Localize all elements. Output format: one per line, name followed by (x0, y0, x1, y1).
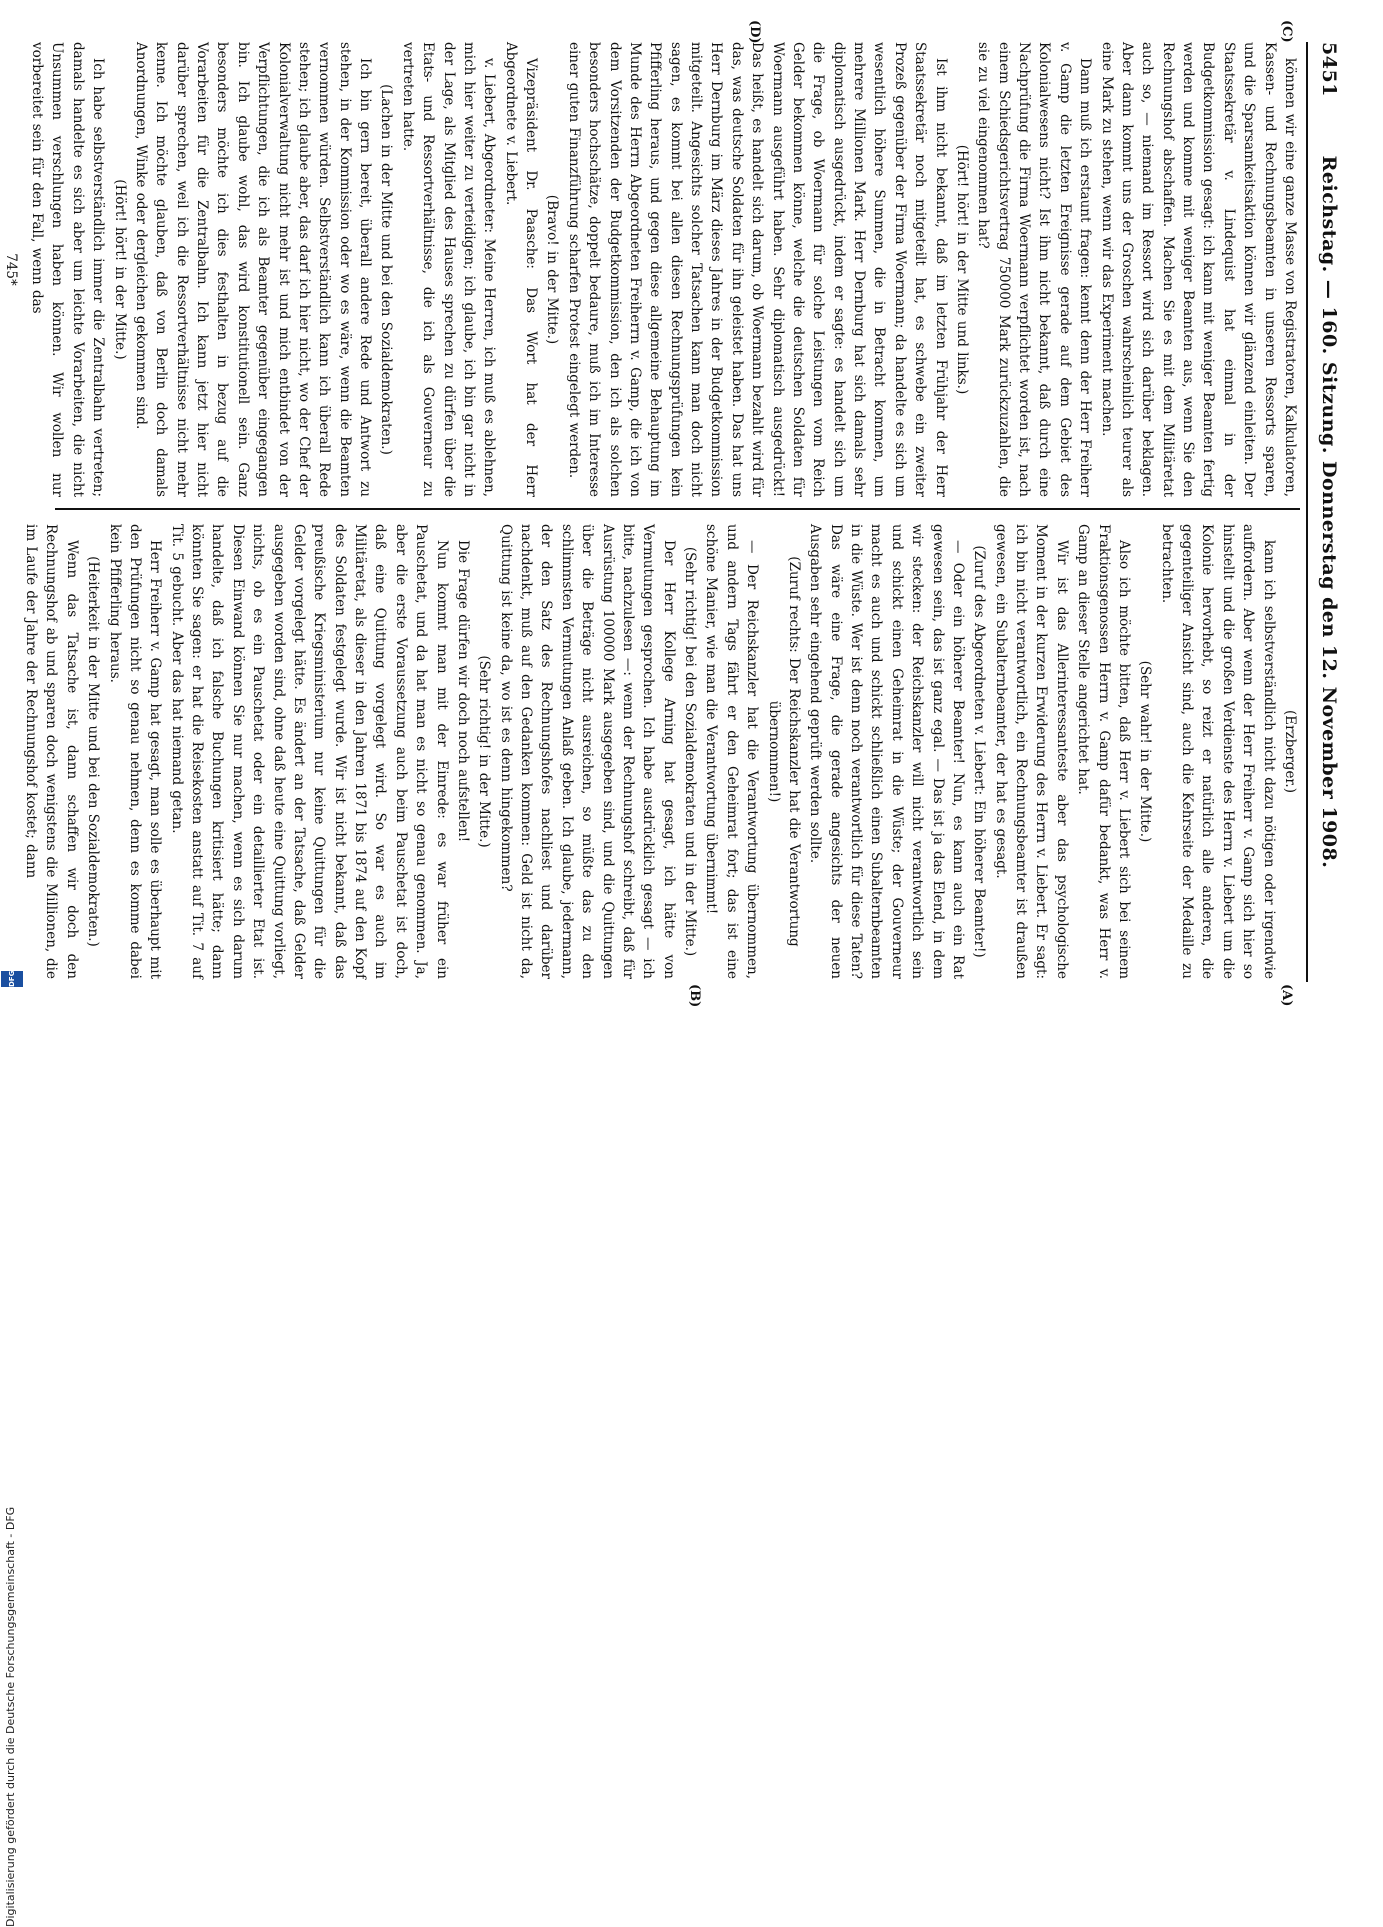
margin-mark-d: (D) (747, 20, 762, 44)
left-column (23, 524, 1300, 979)
paragraph: (Heiterkeit in der Mitte und bei den Sozialdemokraten.) (85, 556, 102, 947)
paragraph: (Zuruf rechts: Der Reichskanzler hat die Verantwortung übernommen!) (765, 556, 802, 947)
paragraph: v. Liebert, Abgeordneter: Meine Herren, ich muß es ablehnen, mich hier weiter zu verteidigen; ich glaube, ich bin gar nicht in der Lage, als Mitglied des Hauses sprechen zu dürfen über die Etats- und Ressortverhältnisse, die ich als Gouverneur zu vertreten hatte. (399, 42, 498, 497)
paragraph: Ich habe selbstverständlich immer die Zentralbahn vertreten; damals handelte es sich aber um leichte Vorarbeiten, die nicht Unsummen verschlungen haben können. Wir wollen nur vorbereitet sein für den Fall, wenn das (29, 42, 107, 497)
paragraph: Also ich möchte bitten, daß Herr v. Liebert sich bei seinem Fraktionsgenossen Herrn v. Gamp dafür bedankt, was Herr v. Gamp an dieser Stelle angerichtet hat. (1075, 524, 1132, 979)
paragraph: — Der Reichskanzler hat die Verantwortung übernommen, und andern Tags fährt er den Geheimrat fort; das ist eine schöne Manier, wie man die Verantwortung übernimmt! (703, 524, 761, 979)
paragraph: Vizepräsident Dr. Paasche: Das Wort hat der Herr Abgeordnete v. Liebert. (502, 42, 540, 497)
paragraph: Herr Freiherr v. Gamp hat gesagt, man solle es überhaupt mit den Prüfungen nicht so genau nehmen, denn es komme dabei kein Pfifferling heraus. (106, 524, 164, 979)
paragraph: Der Herr Kollege Arning hat gesagt, ich hätte von Vermutungen gesprochen. Ich habe ausdrücklich gesagt — ich bitte, nachzulesen —: wenn der Rechnungshof schreibt, daß für Ausrüstung 100000 Mark ausgegeben sind, und die Quittungen über die Beträge nicht ausreichen, so müßte das zu den schlimmsten Vermutungen Anlaß geben. Ich glaube, jedermann, der den Satz des Rechnungshofes nachliest und darüber nachdenkt, muß auf den Gedanken kommen: Geld ist nicht da, Quittung ist keine da, wo ist es denn hingekommen? (497, 524, 677, 979)
digitization-credit: Digitalisierung gefördert durch die Deutsche Forschungsgemeinschaft - DFG (4, 1506, 17, 1927)
paragraph: (Sehr wahr! in der Mitte.) (1137, 660, 1154, 843)
signature-mark: 745* (2, 253, 19, 286)
paragraph: (Hört! hört! in der Mitte und links.) (954, 144, 970, 395)
margin-mark-b: (B) (687, 984, 702, 1008)
paragraph: kann ich selbstverständlich nicht dazu nötigen oder irgendwie auffordern. Aber wenn der Herr Freiherr v. Gamp sich hier so hinstellt und die großen Verdienste des Herrn v. Liebert um die Kolonie hervorhebt, so reizt er natürlich alle anderen, die gegenteiliger Ansicht sind, auch die Kehrseite der Medaille zu betrachten. (1158, 524, 1277, 979)
paragraph: (Erzberger.) (1282, 710, 1298, 793)
column-divider (55, 508, 1300, 510)
page-title: Reichstag. — 160. Sitzung. Donnerstag den 12. November 1908. (1318, 155, 1340, 869)
paragraph: Wenn das Tatsache ist, dann schaffen wir doch den Rechnungshof ab und sparen doch wenigstens die Millionen, die im Laufe der Jahre der Rechnungshof kostet; dann (23, 524, 80, 979)
paragraph: (Sehr richtig! in der Mitte.) (476, 655, 493, 848)
paragraph: — Oder ein höherer Beamter! Nun, es kann auch ein Rat gewesen sein, das ist ganz egal. — Das ist ja das Elend, in dem wir stecken: der Reichskanzler will nicht verantwortlich sein und schickt einen Geheimrat in die Wüste; der Gouverneur macht es auch und schickt schließlich einen Subalternbeamten in die Wüste. Wer ist denn noch verantwortlich für diese Taten? Das wäre eine Frage, die gerade angesichts der neuen Ausgaben sehr eingehend geprüft werden sollte. (807, 524, 966, 979)
paragraph: Nun kommt man mit der Einrede: es war früher ein Pauschetat, und da hat man es nicht so genau genommen. Ja, aber die erste Voraussetzung auch beim Pauschetat ist doch, daß eine Quittung vorgelegt wird. So war es auch im Militäretat, als dieser in den Jahren 1871 bis 1874 auf den Kopf des Soldaten festgelegt wurde. Wir ist nicht bekannt, daß das preußische Kriegsministerium nur keine Quittungen für die Gelder vorgelegt hätte. Es ändert an der Tatsache, daß Gelder ausgegeben worden sind, ohne daß heute eine Quittung vorliegt, nichts, ob es ein Pauschetat oder ein detaillierter Etat ist. Diesen Einwand können Sie nur machen, wenn es sich darum handelte, daß ich falsche Buchungen kritisiert hätte; dann könnten Sie sagen: er hat die Reisekosten anstatt auf Tit. 7 auf Tit. 5 gebucht. Aber das hat niemand getan. (168, 524, 450, 979)
right-column (2, 42, 1300, 498)
page-header (1312, 42, 1342, 982)
paragraph: Die Frage dürfen wir doch noch aufstellen! (455, 540, 471, 843)
page-number: 5451 (1318, 42, 1340, 97)
header-rule (1306, 42, 1308, 982)
paragraph: Ich bin gern bereit, überall andere Rede und Antwort zu stehen, in der Kommission oder wo es wäre, wenn die Beamten vernommen würden. Selbstverständlich kann ich überall Rede stehen; ich glaube aber, das darf ich hier nicht, wo der Chef der Kolonialverwaltung nicht mehr ist und mich entbindet von der Verpflichtungen, die ich als Beamter gegenüber eingegangen bin. Ich glaube wohl, das wird konstitutionell sein. Ganz besonders möchte ich dies festhalten in bezug auf die Vorarbeiten für die Zentralbahn. Ich kann jetzt hier nicht darüber sprechen, weil ich die Ressortverhältnisse nicht mehr kenne. Ich möchte glauben, daß von Berlin doch damals Anordnungen, Winke oder dergleichen gekommen sind. (133, 42, 374, 497)
paragraph: Dann muß ich erstaunt fragen: kennt denn der Herr Freiherr v. Gamp die letzten Ereignisse gerade auf dem Gebiet des Kolonialwesens nicht? Ist ihm nicht bekannt, daß durch eine Nachprüfung die Firma Woermann verpflichtet worden ist, nach einem Schiedsgerichtsvertrag 750000 Mark zurückzuzahlen, die sie zu viel eingenommen hat? (975, 42, 1094, 497)
dfg-logo: DFG (1, 971, 23, 987)
paragraph: (Bravo! in der Mitte.) (544, 194, 561, 345)
margin-mark-c: (C) (1279, 20, 1294, 43)
paragraph: Ist ihm nicht bekannt, daß im letzten Frühjahr der Herr Staatssekretär noch mitgeteilt hat, es schwebe ein zweiter Prozeß gegenüber der Firma Woermann; da handelte es sich um wesentlich höhere Summen, die in Betracht kommen, um mehrere Millionen Mark. Herr Dernburg hat sich damals sehr diplomatisch ausgedrückt, indem er sagte: es handelt sich um die Frage, ob Woermann für solche Leistungen vom Reich Gelder bekommen könne, welche die deutschen Soldaten für Woermann ausgeführt haben. Sehr diplomatisch ausgedrückt! Das heißt, es handelt sich darum, ob Woermann bezahlt wird für das, was deutsche Soldaten für ihn geleistet haben. Das hat uns Herr Dernburg im März dieses Jahres in der Budgetkommission mitgeteilt. Angesichts solcher Tatsachen kann man doch nicht sagen, es kommt bei allen diesen Rechnungsprüfungen kein Pfifferling heraus, und gegen diese allgemeine Behauptung im Munde des Herrn Abgeordneten Freiherrn v. Gamp, die ich von dem Vorsitzenden der Budgetkommission, den ich als solchen besonders hochschätze, doppelt bedaure, muß ich im Interesse einer guten Finanzführung scharfen Protest eingelegt werden. (565, 42, 949, 497)
paragraph: Wir ist das Allerinteressanteste aber das psychologische Moment in der kurzen Erwiderung des Herrn v. Liebert. Er sagt: ich bin nicht verantwortlich, ein Rechnungsbeamter ist draußen gewesen, ein Subalternbeamter, der hat es gesagt. (992, 524, 1070, 979)
paragraph: (Lachen in der Mitte und bei den Sozialdemokraten.) (378, 84, 395, 455)
paragraph: (Sehr richtig! bei den Sozialdemokraten und in der Mitte.) (682, 546, 699, 957)
paragraph: (Hört! hört! in der Mitte.) (111, 179, 128, 360)
margin-mark-a: (A) (1279, 984, 1294, 1007)
paragraph: können wir eine ganze Masse von Registratoren, Kalkulatoren, Kassen- und Rechnungsbeamten in unseren Ressorts sparen, und die Sparsamkeitsaktion können wir glänzend einleiten. Der Staatssekretär v. Lindequist hat einmal in der Budgetkommission gesagt: ich kann mit weniger Beamten fertig werden und komme mit weniger Beamten aus, wenn Sie den Rechnungshof abschaffen. Machen Sie es mit dem Militäretat auch so, — niemand im Ressort wird sich darüber beklagen. Aber dann kommt uns der Groschen wahrscheinlich teurer als eine Mark zu stehen, wenn wir das Experiment machen. (1098, 42, 1298, 498)
paragraph: (Zuruf des Abgeordneten v. Liebert: Ein höherer Beamter!) (971, 545, 988, 958)
